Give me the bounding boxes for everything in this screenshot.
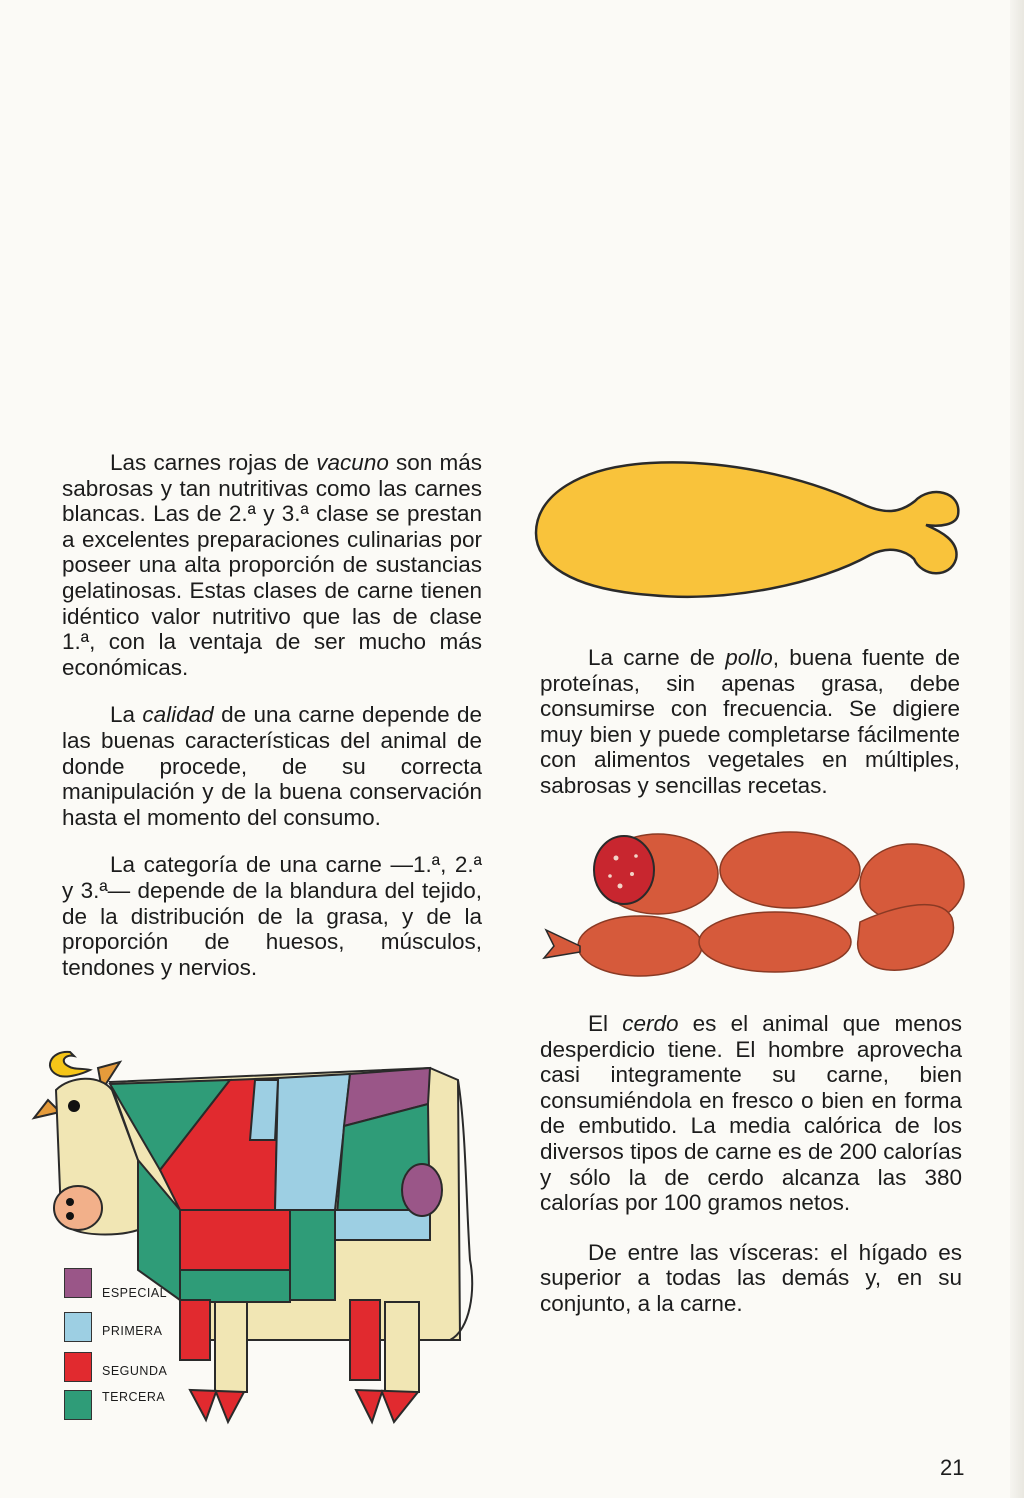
right-text-column-pollo [540, 645, 960, 821]
cow-leg [385, 1302, 419, 1392]
page-edge-shadow [1010, 0, 1024, 1498]
right-text-column-cerdo [540, 1011, 962, 1341]
cut-tercera-belly [180, 1270, 290, 1302]
cow-cuts-illustration [30, 1040, 480, 1430]
paragraph-visceras: De entre las vísceras: el hígado es superior a todas las demás y, en su conjunto, a la carne. [540, 1239, 962, 1316]
paragraph-calidad: La calidad de una carne depende de las buenas características del animal de donde procede, de su correcta manipulación y de la buena conservación hasta el momento del consumo. [62, 702, 482, 830]
cow-hoof [190, 1390, 244, 1422]
legend-swatch-primera [64, 1312, 92, 1342]
cow-nostril [66, 1212, 74, 1220]
sausage-chain-illustration [540, 822, 970, 982]
sausage-link [578, 916, 702, 976]
cow-eye [68, 1100, 80, 1112]
cow-horn [50, 1052, 90, 1077]
sausage-link [699, 912, 851, 972]
paragraph-cerdo: El cerdo es el animal que menos desperdicio tiene. El hombre aprovecha casi integramente su carne, bien consumiéndola en fresco o bien en forma de embutido. La media calórica de los diversos tipos de carne es de 200 calorías y sólo la de cerdo alcanza las 380 calorías por 100 gramos netos. [540, 1011, 962, 1216]
legend-label-tercera: TERCERA [102, 1390, 166, 1404]
chicken-leg-illustration [530, 455, 970, 630]
legend-swatch-tercera [64, 1390, 92, 1420]
left-text-column [62, 450, 482, 1002]
sausage-curve-link [858, 905, 954, 971]
paragraph-pollo: La carne de pollo, buena fuente de proteínas, sin apenas grasa, debe consumirse con frecuencia. Se digiere muy bien y puede completarse fácilmente con alimentos vegetales en múltiples, sabrosas y sencillas recetas. [540, 645, 961, 798]
legend-swatch-segunda [64, 1352, 92, 1382]
chicken-leg-shape [536, 462, 958, 596]
legend-label-primera: PRIMERA [102, 1324, 163, 1338]
cow-nostril [66, 1198, 74, 1206]
paragraph-categoria: La categoría de una carne —1.ª, 2.ª y 3.ª— depende de la blandura del tejido, de la distribución de la grasa, y de la proporción de huesos, músculos, tendones y nervios. [62, 852, 482, 980]
cut-primera-loin [250, 1080, 278, 1140]
cut-segunda-belly [180, 1210, 290, 1270]
legend-label-especial: ESPECIAL [102, 1286, 168, 1300]
cut-especial-kidney [402, 1164, 442, 1216]
cow-leg [350, 1300, 380, 1380]
cow-leg [180, 1300, 210, 1360]
cow-parts [34, 1052, 472, 1422]
sausage-tie-end [544, 930, 580, 958]
legend-label-segunda: SEGUNDA [102, 1364, 168, 1378]
sausage-cut-face [594, 836, 654, 904]
cow-leg [215, 1302, 247, 1392]
paragraph-vacuno: Las carnes rojas de vacuno son más sabrosas y tan nutritivas como las carnes blancas. Las de 2.ª y 3.ª clase se prestan a excelentes preparaciones culinarias por poseer una alta proporción de sustancias gelatinosas. Estas clases de carne tienen idéntico valor nutritivo que las de clase 1.ª, con la ventaja de ser mucho más económicas. [62, 450, 482, 680]
cow-snout [54, 1186, 102, 1230]
cow-hoof [356, 1390, 418, 1422]
sausage-link [720, 832, 860, 908]
cut-tercera-flank [290, 1210, 335, 1300]
legend-swatch-especial [64, 1268, 92, 1298]
page-number: 21 [940, 1455, 965, 1480]
